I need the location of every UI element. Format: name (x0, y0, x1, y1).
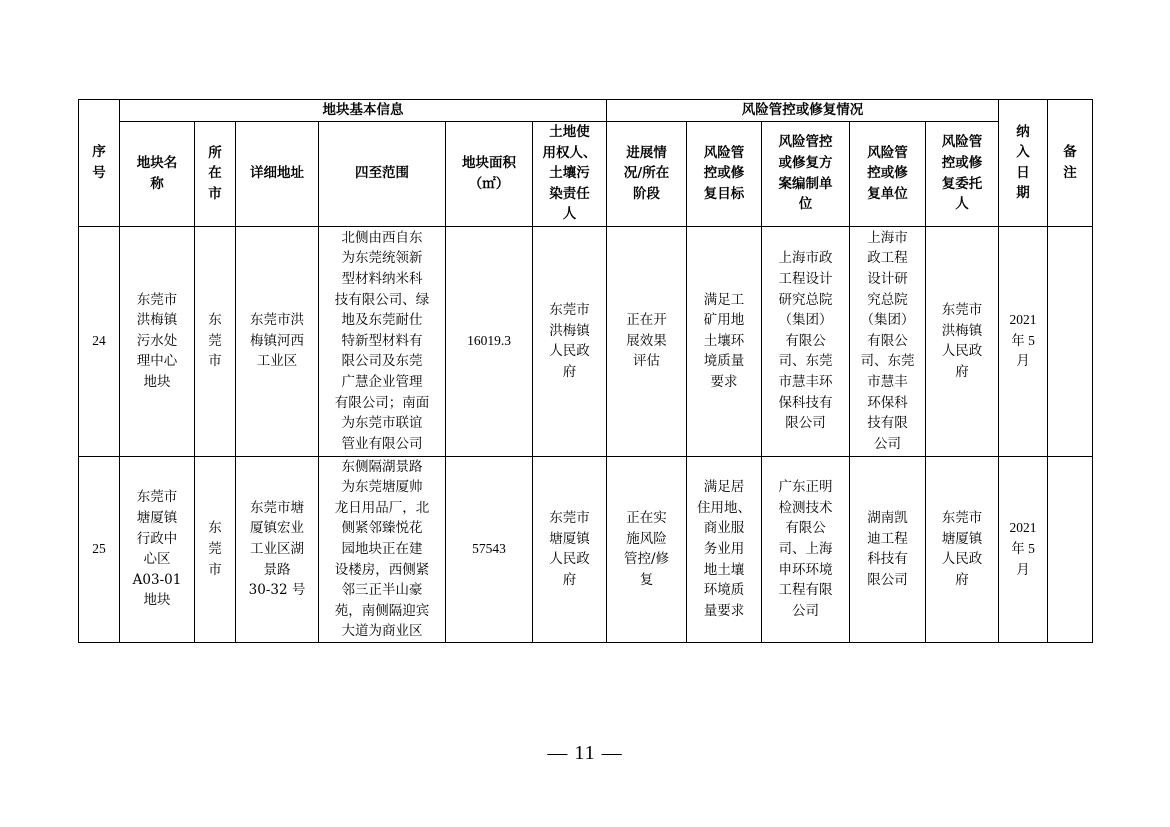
header-owner: 土地使 用权人、 土壤污 染责任 人 (533, 121, 607, 226)
cell-date: 2021 年 5 月 (999, 226, 1048, 456)
header-city: 所 在 市 (195, 121, 236, 226)
cell-city: 东 莞 市 (195, 226, 236, 456)
cell-date: 2021 年 5 月 (999, 456, 1048, 642)
cell-area: 57543 (446, 456, 533, 642)
cell-owner: 东莞市 塘厦镇 人民政 府 (533, 456, 607, 642)
site-table (78, 99, 1093, 643)
header-progress: 进展情 况/所在 阶段 (607, 121, 687, 226)
header-target: 风险管 控或修 复目标 (687, 121, 762, 226)
cell-boundary: 北侧由西自东 为东莞统领新 型材料纳米科 技有限公司、绿 地及东莞耐仕 特新型材料有 限公司及东莞 广慧企业管理 有限公司；南面 为东莞市联谊 管业有限公司 (319, 226, 446, 456)
header-remark: 备 注 (1048, 100, 1093, 227)
cell-progress: 正在开 展效果 评估 (607, 226, 687, 456)
group-header-row (79, 100, 1093, 122)
cell-progress: 正在实 施风险 管控/修 复 (607, 456, 687, 642)
table-row (79, 226, 1093, 456)
header-area: 地块面积 （㎡） (446, 121, 533, 226)
cell-boundary: 东侧隔湖景路 为东莞塘厦帅 龙日用品厂，北 侧紧邻臻悦花 园地块正在建 设楼房，西侧紧 邻三正半山豪 苑，南侧隔迎宾 大道为商业区 (319, 456, 446, 642)
cell-client: 东莞市 洪梅镇 人民政 府 (926, 226, 999, 456)
header-client: 风险管 控或修 复委托 人 (926, 121, 999, 226)
header-plan-unit: 风险管控 或修复方 案编制单 位 (762, 121, 850, 226)
cell-seq: 25 (79, 456, 120, 642)
cell-remark (1048, 456, 1093, 642)
cell-remark (1048, 226, 1093, 456)
cell-city: 东 莞 市 (195, 456, 236, 642)
cell-area: 16019.3 (446, 226, 533, 456)
cell-plan-unit: 上海市政 工程设计 研究总院 （集团） 有限公 司、东莞 市慧丰环 保科技有 限公司 (762, 226, 850, 456)
cell-client: 东莞市 塘厦镇 人民政 府 (926, 456, 999, 642)
page-number: — 11 — (547, 742, 623, 764)
group-header-basic-info: 地块基本信息 (120, 100, 607, 122)
header-seq: 序 号 (79, 100, 120, 227)
group-header-risk-control: 风险管控或修复情况 (607, 100, 999, 122)
cell-owner: 东莞市 洪梅镇 人民政 府 (533, 226, 607, 456)
header-date: 纳 入 日 期 (999, 100, 1048, 227)
header-address: 详细地址 (236, 121, 319, 226)
cell-exec-unit: 上海市 政工程 设计研 究总院 （集团） 有限公 司、东莞 市慧丰 环保科 技有限 公司 (850, 226, 926, 456)
cell-target: 满足居 住用地、 商业服 务业用 地土壤 环境质 量要求 (687, 456, 762, 642)
cell-seq: 24 (79, 226, 120, 456)
header-name: 地块名 称 (120, 121, 195, 226)
cell-address: 东莞市洪 梅镇河西 工业区 (236, 226, 319, 456)
cell-name: 东莞市 洪梅镇 污水处 理中心 地块 (120, 226, 195, 456)
header-boundary: 四至范围 (319, 121, 446, 226)
cell-address: 东莞市塘 厦镇宏业 工业区湖 景路 30-32 号 (236, 456, 319, 642)
table-row (79, 456, 1093, 642)
header-exec-unit: 风险管 控或修 复单位 (850, 121, 926, 226)
cell-name: 东莞市 塘厦镇 行政中 心区 A03-01 地块 (120, 456, 195, 642)
column-header-row (79, 121, 1093, 226)
cell-exec-unit: 湖南凯 迪工程 科技有 限公司 (850, 456, 926, 642)
cell-plan-unit: 广东正明 检测技术 有限公 司、上海 申环环境 工程有限 公司 (762, 456, 850, 642)
cell-target: 满足工 矿用地 土壤环 境质量 要求 (687, 226, 762, 456)
